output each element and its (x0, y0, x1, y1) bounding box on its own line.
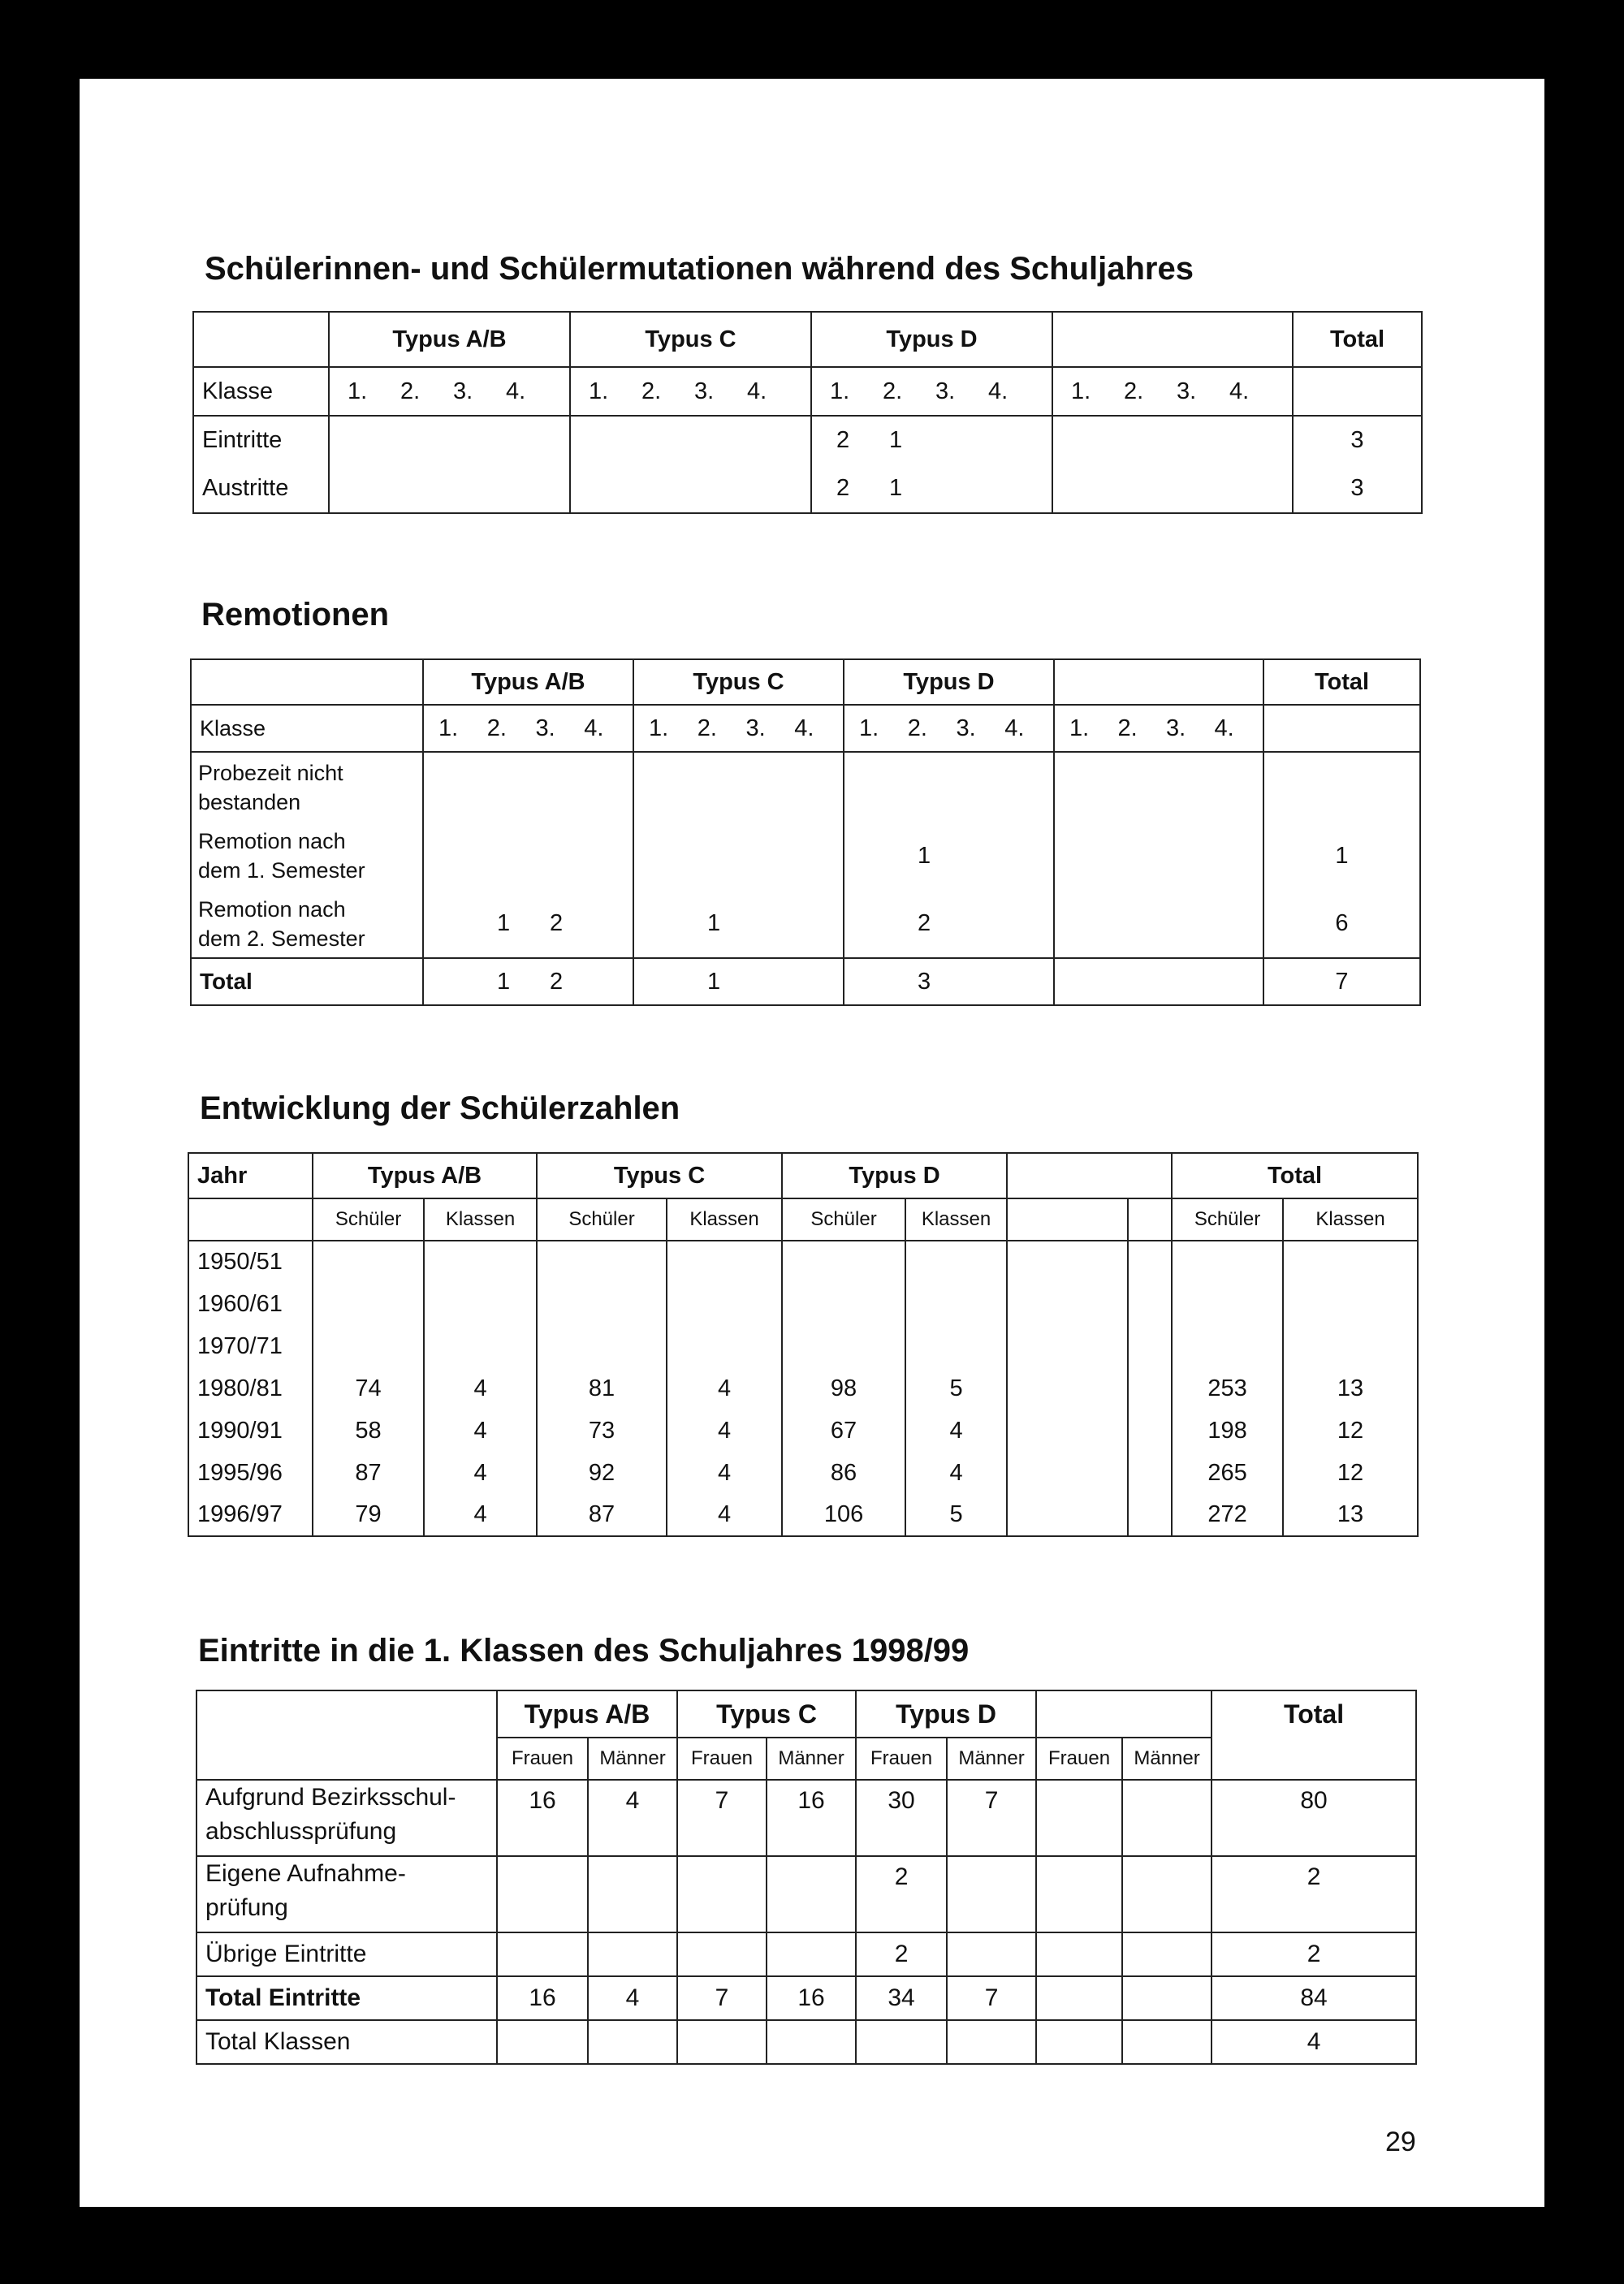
table-row (197, 1976, 1416, 2020)
value-cell (677, 1856, 767, 1932)
class-numbers (329, 367, 570, 416)
empty-cell (329, 416, 570, 464)
empty-header-cell (191, 659, 423, 705)
year-cell: 1980/81 (188, 1367, 313, 1410)
sub-schueler: Schüler (313, 1198, 424, 1241)
value-cell: 4 (424, 1494, 537, 1536)
empty-cell (1128, 1494, 1172, 1536)
header-typus-ab: Typus A/B (313, 1153, 537, 1198)
value-cell (782, 1325, 905, 1367)
class-4: 4. (988, 378, 1009, 404)
header-blank-type (1036, 1690, 1212, 1738)
empty-cell (1007, 1367, 1128, 1410)
row-label-remotion-1: Remotion nach dem 1. Semester (191, 822, 423, 890)
header-typus-d: Typus D (782, 1153, 1007, 1198)
class-1: 1. (438, 715, 459, 741)
empty-header-cell (193, 312, 329, 367)
value-cell (905, 1325, 1007, 1367)
value-cell: 98 (782, 1367, 905, 1410)
sub-maenner: Männer (767, 1738, 856, 1780)
typus-ab-values: 1 2 (423, 958, 633, 1005)
class-4: 4. (747, 378, 767, 404)
empty-cell (1128, 1283, 1172, 1325)
class-2: 2. (641, 378, 662, 404)
class-numbers (1052, 367, 1293, 416)
class-2: 2. (697, 715, 717, 741)
sub-klassen: Klassen (424, 1198, 537, 1241)
empty-cell (570, 416, 811, 464)
value-cell: 5 (905, 1367, 1007, 1410)
sub-maenner: Männer (588, 1738, 677, 1780)
table-row (197, 1932, 1416, 1976)
row-label-eintritte: Eintritte (193, 416, 329, 464)
value-cell (667, 1283, 782, 1325)
value-cell (588, 1856, 677, 1932)
total-value: 7 (1263, 958, 1420, 1005)
value-cell: 74 (313, 1367, 424, 1410)
class-3: 3. (745, 715, 766, 741)
sub-maenner: Männer (947, 1738, 1036, 1780)
value-cell (767, 2020, 856, 2064)
table-row (188, 1494, 1418, 1536)
row-label: Übrige Eintritte (197, 1932, 497, 1976)
header-typus-c: Typus C (537, 1153, 782, 1198)
value-cell: 4 (667, 1410, 782, 1452)
typus-d-value: 1 (844, 822, 1054, 890)
empty-cell (1007, 1283, 1128, 1325)
header-typus-c: Typus C (570, 312, 811, 367)
total-value: 3 (1293, 464, 1422, 513)
value-cell: 67 (782, 1410, 905, 1452)
typus-c-value: 1 (633, 890, 844, 958)
header-total: Total (1263, 659, 1420, 705)
empty-cell (1212, 1738, 1416, 1780)
value-cell: 81 (537, 1367, 667, 1410)
year-cell: 1970/71 (188, 1325, 313, 1367)
value-cell: 7 (677, 1780, 767, 1856)
class-3: 3. (1177, 378, 1197, 404)
class-1: 1. (859, 715, 879, 741)
class-4: 4. (1229, 378, 1250, 404)
value-cell: 4 (424, 1452, 537, 1494)
sub-frauen: Frauen (677, 1738, 767, 1780)
header-blank-type (1052, 312, 1293, 367)
remotionen-table (190, 658, 1421, 1006)
empty-cell (1007, 1241, 1128, 1283)
value-cell (1122, 1976, 1212, 2020)
header-blank-type (1054, 659, 1263, 705)
class-2: 2. (883, 378, 903, 404)
total-value: 2 (1212, 1932, 1416, 1976)
value-cell (1122, 1932, 1212, 1976)
empty-cell (1128, 1325, 1172, 1367)
year-cell: 1950/51 (188, 1241, 313, 1283)
year-cell: 1990/91 (188, 1410, 313, 1452)
total-value: 1 (1263, 822, 1420, 890)
value-cell: 4 (424, 1367, 537, 1410)
year-cell: 1960/61 (188, 1283, 313, 1325)
value-cell: 16 (497, 1976, 588, 2020)
value-cell: 7 (947, 1780, 1036, 1856)
value-cell (1122, 1856, 1212, 1932)
value-cell: 92 (537, 1452, 667, 1494)
empty-cell (197, 1738, 497, 1780)
value-cell (1036, 1780, 1122, 1856)
value-cell: 4 (905, 1452, 1007, 1494)
typus-ab-values (423, 752, 633, 822)
empty-cell (1054, 822, 1263, 890)
header-typus-ab: Typus A/B (423, 659, 633, 705)
value-cell: 7 (947, 1976, 1036, 2020)
empty-cell (1293, 367, 1422, 416)
empty-cell (329, 464, 570, 513)
page-number: 29 (1385, 2126, 1416, 2157)
table-row (197, 2020, 1416, 2064)
value-cell (497, 2020, 588, 2064)
row-label: Total Eintritte (197, 1976, 497, 2020)
sub-schueler: Schüler (782, 1198, 905, 1241)
section1-title: Schülerinnen- und Schülermutationen während des Schuljahres (205, 251, 1194, 287)
typus-ab-values: 1 2 (423, 890, 633, 958)
class-1: 1. (1071, 378, 1091, 404)
empty-cell (1052, 416, 1293, 464)
klasse-label: Klasse (191, 705, 423, 752)
sub-frauen: Frauen (497, 1738, 588, 1780)
section4-title: Eintritte in die 1. Klassen des Schuljahres 1998/99 (198, 1633, 970, 1669)
empty-cell (1007, 1410, 1128, 1452)
empty-cell (570, 464, 811, 513)
value-cell: 87 (537, 1494, 667, 1536)
table-row (188, 1452, 1418, 1494)
empty-cell (1007, 1325, 1128, 1367)
value-cell: 73 (537, 1410, 667, 1452)
empty-cell (1128, 1241, 1172, 1283)
table-row (188, 1410, 1418, 1452)
typus-d-values (811, 416, 1052, 464)
table-row (197, 1780, 1416, 1856)
empty-cell (1128, 1367, 1172, 1410)
value-cell (947, 1856, 1036, 1932)
class-2: 2. (400, 378, 421, 404)
value-cell: 4 (424, 1410, 537, 1452)
value-cell (1036, 1976, 1122, 2020)
value-cell (1122, 2020, 1212, 2064)
class-numbers (570, 367, 811, 416)
value-cell (313, 1241, 424, 1283)
value-cell: 86 (782, 1452, 905, 1494)
total-schueler-cell: 198 (1172, 1410, 1283, 1452)
value-cell (905, 1241, 1007, 1283)
empty-cell (1052, 464, 1293, 513)
value-cell (497, 1856, 588, 1932)
class-1: 1. (348, 378, 368, 404)
row-label: Aufgrund Bezirksschul- abschlussprüfung (197, 1780, 497, 1856)
empty-cell (1128, 1410, 1172, 1452)
class-numbers (844, 705, 1054, 752)
row-label: Eigene Aufnahme- prüfung (197, 1856, 497, 1932)
eintritte-table (196, 1690, 1417, 2065)
value-cell: 58 (313, 1410, 424, 1452)
sub-frauen: Frauen (856, 1738, 947, 1780)
value-cell: 16 (497, 1780, 588, 1856)
value: 2 (836, 475, 850, 501)
value-cell: 34 (856, 1976, 947, 2020)
class-4: 4. (1004, 715, 1025, 741)
table-row (197, 1856, 1416, 1932)
value-cell (1036, 1856, 1122, 1932)
value-cell (667, 1325, 782, 1367)
value-cell: 79 (313, 1494, 424, 1536)
class-3: 3. (694, 378, 715, 404)
total-klassen-cell: 12 (1283, 1452, 1418, 1494)
class-2: 2. (907, 715, 927, 741)
schuelerzahlen-table (188, 1152, 1419, 1537)
sub-frauen: Frauen (1036, 1738, 1122, 1780)
header-jahr: Jahr (188, 1153, 313, 1198)
header-typus-ab: Typus A/B (497, 1690, 677, 1738)
value-cell: 5 (905, 1494, 1007, 1536)
table-row (188, 1241, 1418, 1283)
header-blank-type (1007, 1153, 1172, 1198)
class-3: 3. (935, 378, 956, 404)
total-value: 3 (1293, 416, 1422, 464)
table-row (188, 1283, 1418, 1325)
value-cell (782, 1283, 905, 1325)
empty-cell (1054, 890, 1263, 958)
value-cell (667, 1241, 782, 1283)
class-3: 3. (535, 715, 555, 741)
class-3: 3. (956, 715, 976, 741)
value-cell (537, 1241, 667, 1283)
sub-klassen: Klassen (1283, 1198, 1418, 1241)
class-2: 2. (1124, 378, 1144, 404)
empty-cell (1007, 1452, 1128, 1494)
total-value: 4 (1212, 2020, 1416, 2064)
year-cell: 1996/97 (188, 1494, 313, 1536)
table-row (188, 1367, 1418, 1410)
value-cell (424, 1283, 537, 1325)
typus-d-value: 2 (844, 890, 1054, 958)
value-cell (588, 2020, 677, 2064)
total-value (1263, 752, 1420, 822)
value-cell: 30 (856, 1780, 947, 1856)
value-cell (677, 1932, 767, 1976)
total-klassen-cell (1283, 1325, 1418, 1367)
typus-c-value (633, 822, 844, 890)
class-2: 2. (1117, 715, 1138, 741)
section2-title: Remotionen (201, 597, 390, 633)
value-cell (947, 2020, 1036, 2064)
class-numbers (811, 367, 1052, 416)
value-cell (905, 1283, 1007, 1325)
total-schueler-cell (1172, 1241, 1283, 1283)
empty-cell (188, 1198, 313, 1241)
value-cell: 7 (677, 1976, 767, 2020)
header-total: Total (1293, 312, 1422, 367)
mutations-table (192, 311, 1423, 514)
klasse-label: Klasse (193, 367, 329, 416)
class-4: 4. (584, 715, 604, 741)
row-label-austritte: Austritte (193, 464, 329, 513)
total-schueler-cell: 272 (1172, 1494, 1283, 1536)
typus-ab-values (423, 822, 633, 890)
class-numbers (633, 705, 844, 752)
total-klassen-cell: 12 (1283, 1410, 1418, 1452)
value-cell (313, 1283, 424, 1325)
value-cell (497, 1932, 588, 1976)
total-schueler-cell (1172, 1283, 1283, 1325)
value-cell: 16 (767, 1976, 856, 2020)
total-value: 2 (1212, 1856, 1416, 1932)
total-schueler-cell (1172, 1325, 1283, 1367)
total-schueler-cell: 265 (1172, 1452, 1283, 1494)
value-cell (677, 2020, 767, 2064)
empty-header-cell (197, 1690, 497, 1738)
class-4: 4. (1214, 715, 1234, 741)
value-cell (537, 1283, 667, 1325)
value: 2 (836, 427, 850, 453)
sub-klassen: Klassen (905, 1198, 1007, 1241)
value-cell (313, 1325, 424, 1367)
sub-maenner: Männer (1122, 1738, 1212, 1780)
header-typus-d: Typus D (844, 659, 1054, 705)
empty-cell (1128, 1452, 1172, 1494)
class-1: 1. (649, 715, 669, 741)
typus-c-value: 1 (633, 958, 844, 1005)
total-klassen-cell (1283, 1241, 1418, 1283)
header-typus-ab: Typus A/B (329, 312, 570, 367)
empty-cell (1128, 1198, 1172, 1241)
total-value: 6 (1263, 890, 1420, 958)
value-cell (424, 1325, 537, 1367)
total-schueler-cell: 253 (1172, 1367, 1283, 1410)
table-row (188, 1325, 1418, 1367)
class-1: 1. (830, 378, 850, 404)
header-total: Total (1172, 1153, 1418, 1198)
total-klassen-cell (1283, 1283, 1418, 1325)
total-klassen-cell: 13 (1283, 1494, 1418, 1536)
value-cell: 4 (667, 1367, 782, 1410)
header-typus-c: Typus C (677, 1690, 856, 1738)
class-1: 1. (1069, 715, 1090, 741)
value-cell: 4 (905, 1410, 1007, 1452)
value-cell (856, 2020, 947, 2064)
value-cell: 87 (313, 1452, 424, 1494)
empty-cell (1054, 752, 1263, 822)
sub-klassen: Klassen (667, 1198, 782, 1241)
value-cell: 16 (767, 1780, 856, 1856)
sub-schueler: Schüler (1172, 1198, 1283, 1241)
class-numbers (1054, 705, 1263, 752)
value-cell (782, 1241, 905, 1283)
class-3: 3. (453, 378, 473, 404)
header-typus-c: Typus C (633, 659, 844, 705)
total-value: 84 (1212, 1976, 1416, 2020)
value-cell (588, 1932, 677, 1976)
typus-c-value (633, 752, 844, 822)
class-3: 3. (1166, 715, 1186, 741)
value-cell (1036, 2020, 1122, 2064)
class-4: 4. (506, 378, 526, 404)
empty-cell (1007, 1494, 1128, 1536)
class-1: 1. (589, 378, 609, 404)
empty-cell (1263, 705, 1420, 752)
value-cell: 4 (667, 1494, 782, 1536)
value: 1 (889, 427, 903, 453)
section3-title: Entwicklung der Schülerzahlen (200, 1090, 680, 1126)
header-typus-d: Typus D (856, 1690, 1036, 1738)
total-klassen-cell: 13 (1283, 1367, 1418, 1410)
value-cell (767, 1932, 856, 1976)
value: 1 (889, 475, 903, 501)
value-cell: 106 (782, 1494, 905, 1536)
header-total: Total (1212, 1690, 1416, 1738)
class-4: 4. (794, 715, 814, 741)
empty-cell (1007, 1198, 1128, 1241)
typus-d-values (811, 464, 1052, 513)
typus-d-value (844, 752, 1054, 822)
document-page (80, 79, 1544, 2207)
typus-d-value: 3 (844, 958, 1054, 1005)
total-value: 80 (1212, 1780, 1416, 1856)
row-label: Total Klassen (197, 2020, 497, 2064)
row-label-probezeit: Probezeit nicht bestanden (191, 752, 423, 822)
value-cell (1122, 1780, 1212, 1856)
class-numbers (423, 705, 633, 752)
header-typus-d: Typus D (811, 312, 1052, 367)
value-cell (1036, 1932, 1122, 1976)
value-cell: 4 (588, 1780, 677, 1856)
year-cell: 1995/96 (188, 1452, 313, 1494)
value-cell: 2 (856, 1932, 947, 1976)
empty-cell (1054, 958, 1263, 1005)
value-cell: 4 (667, 1452, 782, 1494)
row-label-remotion-2: Remotion nach dem 2. Semester (191, 890, 423, 958)
value-cell (537, 1325, 667, 1367)
row-label-total: Total (191, 958, 423, 1005)
value-cell: 2 (856, 1856, 947, 1932)
value-cell (767, 1856, 856, 1932)
sub-schueler: Schüler (537, 1198, 667, 1241)
value-cell (947, 1932, 1036, 1976)
class-2: 2. (486, 715, 507, 741)
value-cell: 4 (588, 1976, 677, 2020)
value-cell (424, 1241, 537, 1283)
